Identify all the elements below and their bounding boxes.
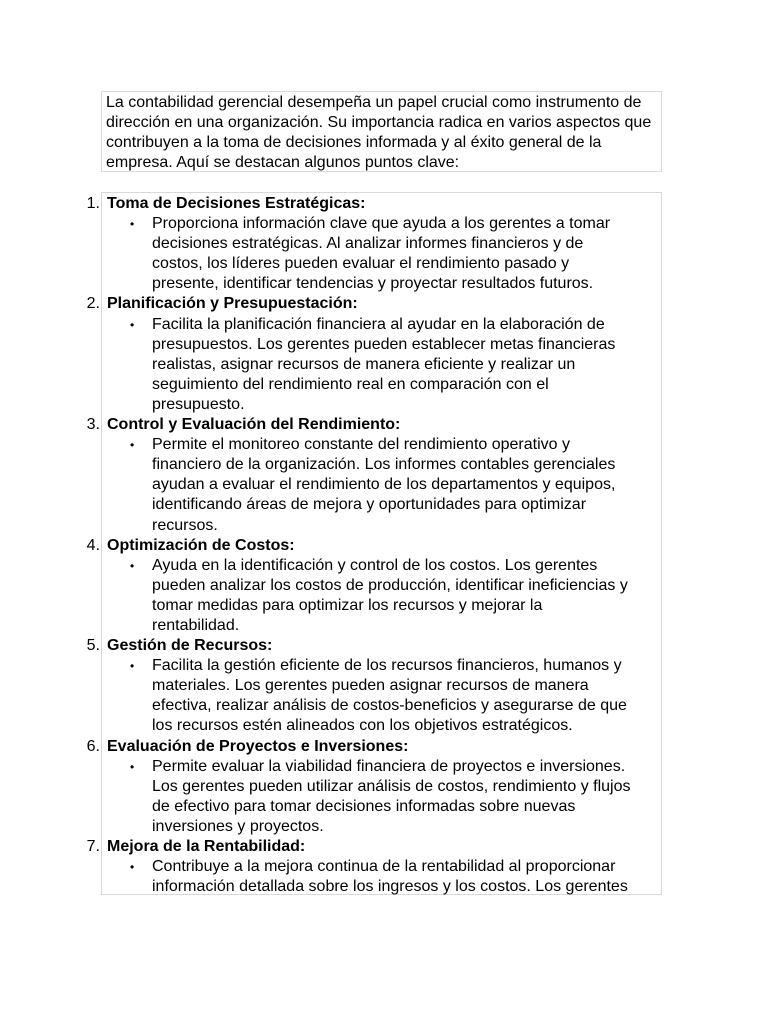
key-point-detail-list — [102, 857, 662, 897]
key-point-detail-line: Permite evaluar la viabilidad financiera de proyectos e inversiones. — [152, 757, 626, 775]
key-point-detail-list — [102, 214, 662, 294]
bullet-icon: • — [130, 558, 135, 573]
key-point-detail-line: tomar medidas para optimizar los recursos y mejorar la — [152, 596, 543, 614]
key-point-item — [86, 294, 662, 415]
intro-paragraph-box — [101, 91, 662, 172]
key-point-detail-list — [102, 315, 662, 415]
key-point-number: 3. — [86, 416, 100, 434]
key-point-detail-line: Permite el monitoreo constante del rendimiento operativo y — [152, 436, 570, 454]
key-point-title: Control y Evaluación del Rendimiento: — [107, 416, 401, 434]
key-point-item — [86, 737, 662, 837]
key-point-detail-line: Los gerentes pueden utilizar análisis de costos, rendimiento y flujos — [152, 777, 631, 795]
key-point-detail-list — [102, 757, 662, 837]
key-point-detail-line: información detallada sobre los ingresos y los costos. Los gerentes — [152, 878, 628, 896]
key-point-detail — [102, 315, 662, 415]
bullet-icon: • — [130, 860, 135, 875]
key-point-detail-line: presente, identificar tendencias y proyectar resultados futuros. — [152, 275, 594, 293]
key-point-item — [86, 636, 662, 736]
key-point-detail-line: presupuestos. Los gerentes pueden establecer metas financieras — [152, 335, 616, 353]
key-point-title: Optimización de Costos: — [107, 536, 295, 554]
key-point-title: Mejora de la Rentabilidad: — [107, 838, 306, 855]
key-point-title: Gestión de Recursos: — [107, 637, 273, 655]
key-point-number: 7. — [86, 838, 100, 855]
bullet-icon: • — [130, 217, 135, 232]
key-point-detail — [102, 757, 662, 837]
key-point-detail-line: ayudan a evaluar el rendimiento de los departamentos y equipos, — [152, 476, 616, 494]
key-point-detail-line: Proporciona información clave que ayuda a los gerentes a tomar — [152, 215, 611, 233]
key-points-box — [86, 192, 662, 896]
bullet-icon: • — [130, 438, 135, 453]
key-point-detail-line: Facilita la gestión eficiente de los recursos financieros, humanos y — [152, 657, 622, 675]
key-point-item — [86, 415, 662, 536]
key-point-detail-line: Contribuye a la mejora continua de la rentabilidad al proporcionar — [152, 858, 616, 876]
key-point-detail-list — [102, 656, 662, 736]
key-point-detail-line: los recursos estén alineados con los objetivos estratégicos. — [152, 717, 573, 735]
key-point-detail-line: presupuesto. — [152, 395, 245, 413]
key-point-detail-line: realistas, asignar recursos de manera eficiente y realizar un — [152, 355, 576, 373]
key-point-detail — [102, 556, 662, 636]
key-point-detail-line: de efectivo para tomar decisiones informadas sobre nuevas — [152, 797, 576, 815]
intro-paragraph: La contabilidad gerencial desempeña un papel crucial como instrumento de dirección en una organización. Su importancia radica en varios aspectos que contribuyen a la toma de decisiones informada y al éxito general de la empresa. Aquí se destacan algunos puntos clave: — [106, 94, 652, 171]
key-point-detail-line: costos, los líderes pueden evaluar el rendimiento pasado y — [152, 255, 570, 273]
bullet-icon: • — [130, 659, 135, 674]
key-point-detail-line: financiero de la organización. Los informes contables gerenciales — [152, 456, 616, 474]
key-point-detail — [102, 214, 662, 294]
key-points-list — [86, 194, 662, 897]
key-point-detail-line: inversiones y proyectos. — [152, 817, 324, 835]
key-point-detail-line: rentabilidad. — [152, 616, 240, 634]
key-point-title: Toma de Decisiones Estratégicas: — [107, 195, 366, 212]
key-point-detail-list — [102, 435, 662, 535]
key-point-number: 2. — [86, 295, 100, 313]
key-point-title: Planificación y Presupuestación: — [107, 295, 358, 313]
bullet-icon: • — [130, 317, 135, 332]
key-point-number: 5. — [86, 637, 100, 655]
key-point-item — [86, 536, 662, 636]
key-point-detail-line: seguimiento del rendimiento real en comparación con el — [152, 375, 549, 393]
key-point-detail-line: identificando áreas de mejora y oportunidades para optimizar — [152, 496, 587, 514]
key-point-detail-line: Facilita la planificación financiera al ayudar en la elaboración de — [152, 315, 605, 333]
key-point-detail-line: decisiones estratégicas. Al analizar informes financieros y de — [152, 235, 584, 253]
key-point-item — [86, 837, 662, 897]
key-point-detail — [102, 435, 662, 535]
key-point-detail-line: pueden analizar los costos de producción, identificar ineficiencias y — [152, 576, 628, 594]
key-point-number: 6. — [86, 737, 100, 755]
key-point-item — [86, 194, 662, 294]
bullet-icon: • — [130, 759, 135, 774]
key-point-detail-line: Ayuda en la identificación y control de los costos. Los gerentes — [152, 556, 598, 574]
key-point-detail — [102, 656, 662, 736]
key-point-number: 4. — [86, 536, 100, 554]
key-point-detail — [102, 857, 662, 897]
key-point-title: Evaluación de Proyectos e Inversiones: — [107, 737, 409, 755]
key-point-number: 1. — [86, 195, 100, 212]
key-point-detail-line: efectiva, realizar análisis de costos-beneficios y asegurarse de que — [152, 697, 627, 715]
key-point-detail-line: materiales. Los gerentes pueden asignar recursos de manera — [152, 677, 589, 695]
key-point-detail-line: recursos. — [152, 516, 218, 534]
key-point-detail-list — [102, 556, 662, 636]
